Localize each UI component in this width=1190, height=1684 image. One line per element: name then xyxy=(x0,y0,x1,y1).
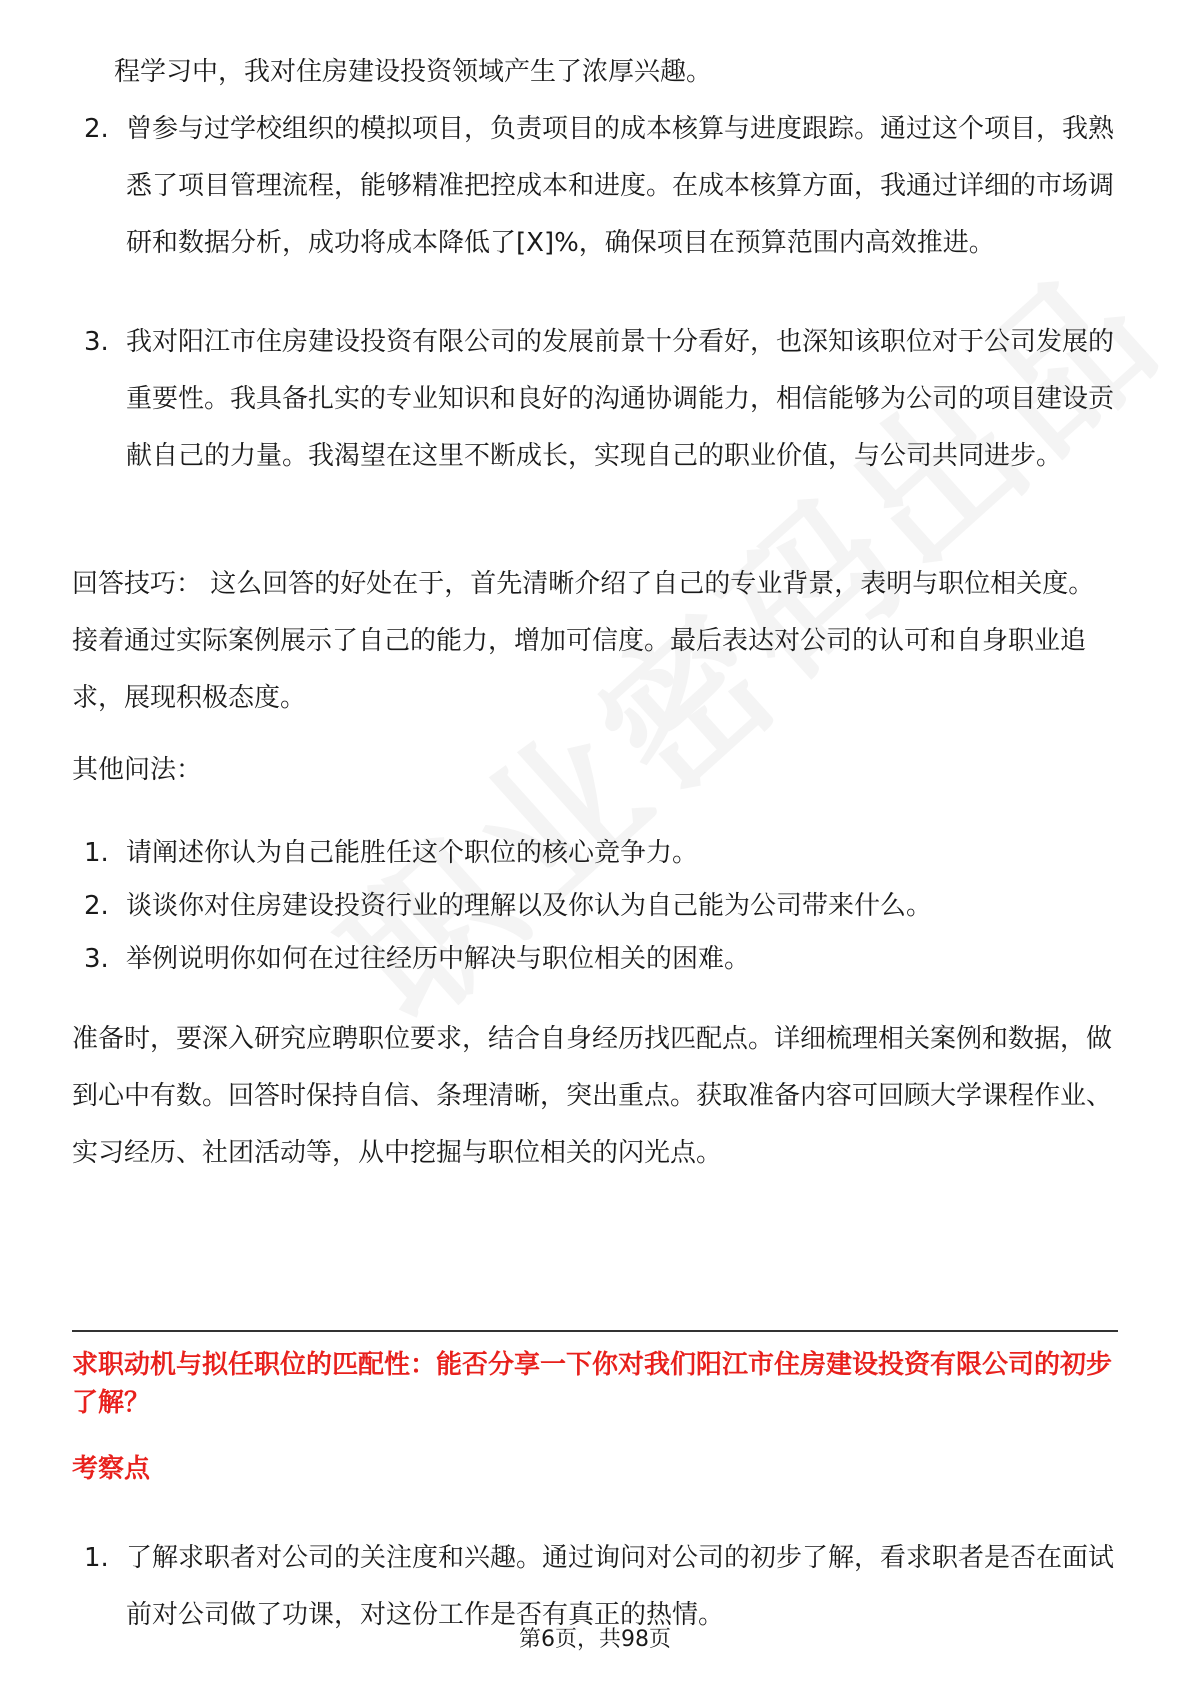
other-asks-label: 其他问法： xyxy=(72,755,203,785)
list-item-number: 2. xyxy=(84,114,109,144)
list-item-text: 举例说明你如何在过往经历中解决与职位相关的困难。 xyxy=(126,944,751,974)
list-item-text: 了解求职者对公司的关注度和兴趣。通过询问对公司的初步了解，看求职者是否在面试前对公司做了功课，对这份工作是否有真正的热情。 xyxy=(126,1543,1115,1630)
answer-tips: 回答技巧： 这么回答的好处在于，首先清晰介绍了自己的专业背景，表明与职位相关度。接着通过实际案例展示了自己的能力，增加可信度。最后表达对公司的认可和自身职业追求，展现积极态度。 xyxy=(72,569,1095,713)
preparation-advice: 准备时，要深入研究应聘职位要求，结合自身经历找匹配点。详细梳理相关案例和数据，做到心中有数。回答时保持自信、条理清晰，突出重点。获取准备内容可回顾大学课程作业、实习经历、社团活动等，从中挖掘与职位相关的闪光点。 xyxy=(72,1024,1113,1168)
page-number: 第6页，共98页 xyxy=(519,1627,671,1652)
list-item-number: 3. xyxy=(84,327,109,357)
list-item-text: 曾参与过学校组织的模拟项目，负责项目的成本核算与进度跟踪。通过这个项目，我熟悉了项目管理流程，能够精准把控成本和进度。在成本核算方面，我通过详细的市场调研和数据分析，成功将成本降低了[X]%，确保项目在预算范围内高效推进。 xyxy=(126,114,1115,258)
list-item-text: 我对阳江市住房建设投资有限公司的发展前景十分看好，也深知该职位对于公司发展的重要性。我具备扎实的专业知识和良好的沟通协调能力，相信能够为公司的项目建设贡献自己的力量。我渴望在这里不断成长，实现自己的职业价值，与公司共同进步。 xyxy=(126,327,1115,471)
list-item-number: 1. xyxy=(84,838,109,868)
section-divider xyxy=(72,1330,1118,1332)
list-item-text: 谈谈你对住房建设投资行业的理解以及你认为自己能为公司带来什么。 xyxy=(126,891,933,921)
list-item-text: 请阐述你认为自己能胜任这个职位的核心竞争力。 xyxy=(126,838,699,868)
assessment-points-label: 考察点 xyxy=(72,1454,151,1484)
question-heading: 求职动机与拟任职位的匹配性：能否分享一下你对我们阳江市住房建设投资有限公司的初步了解？ xyxy=(72,1350,1113,1418)
list-item-number: 3. xyxy=(84,944,109,974)
list-item-number: 1. xyxy=(84,1543,109,1573)
continuation-line: 程学习中，我对住房建设投资领域产生了浓厚兴趣。 xyxy=(114,57,713,87)
list-item-number: 2. xyxy=(84,891,109,921)
